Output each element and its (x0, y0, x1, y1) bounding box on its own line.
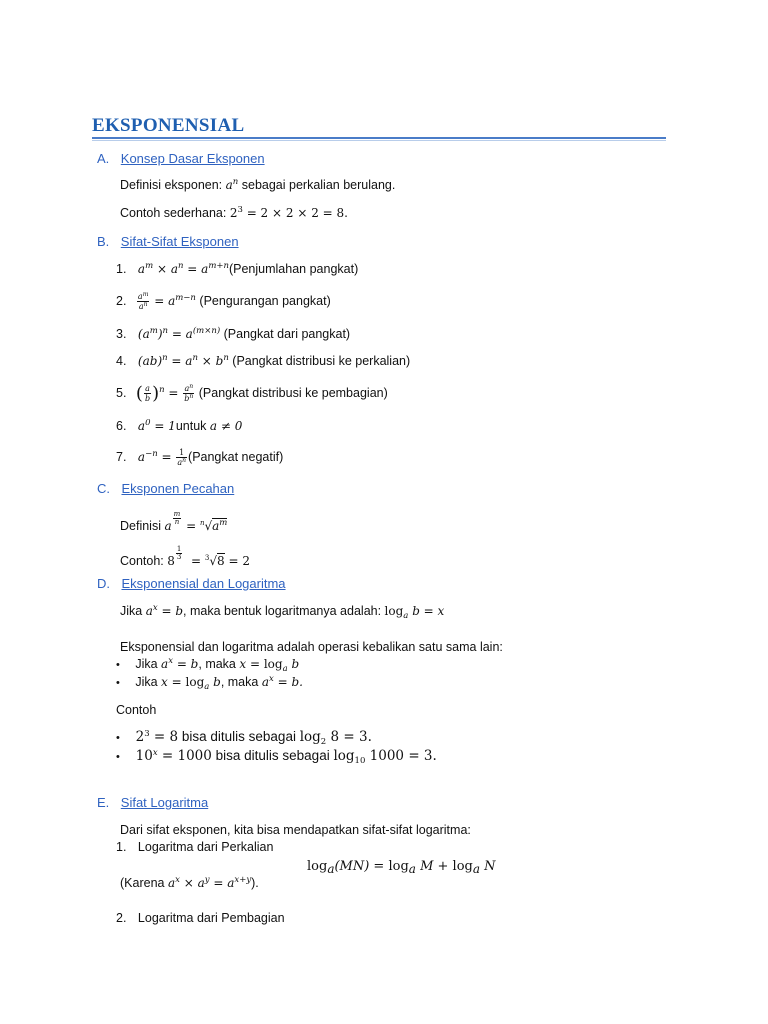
item-note: (Penjumlahan pangkat) (228, 262, 359, 276)
math-formula: $\frac{a^m}{a^n}$ = $a^{m-n}$ (137, 291, 196, 311)
example-label: Contoh sederhana: (120, 206, 230, 220)
item-label: Logaritma dari Pembagian (137, 911, 285, 925)
section-d-title[interactable]: Eksponensial dan Logaritma (121, 576, 286, 591)
math-formula: $(ab)^n = a^n \times b^n$ (137, 353, 229, 368)
section-a-example (120, 206, 348, 220)
section-a-definition (120, 178, 395, 192)
math-formula: $(a^m)^n = a^{(m\times n)}$ (137, 326, 221, 341)
text-karena: (Karena (120, 876, 168, 890)
section-a-heading (97, 151, 265, 166)
math: $x = \log_a b$ (161, 675, 221, 692)
item-number: 6. (116, 419, 127, 433)
math: $\log_{10} 1000 = 3$. (333, 748, 437, 766)
math-log: $\log_a b = x$ (384, 604, 445, 621)
section-d-line2: Eksponensial dan logaritma adalah operasi kebalikan satu sama lain: (120, 640, 503, 654)
math-a-pow-n: $a^n$ (225, 177, 239, 192)
example-bullet-2 (116, 748, 437, 764)
bullet-item-2 (116, 674, 303, 692)
section-c-heading (97, 481, 234, 496)
bullet-icon: • (116, 751, 120, 763)
bullet-icon: • (116, 659, 120, 671)
property-item-3 (116, 327, 350, 341)
section-b-letter: B. (97, 234, 110, 249)
definition-label: Definisi eksponen: (120, 178, 226, 192)
bullet-item-1 (116, 656, 300, 674)
text-jika: Jika (120, 604, 146, 618)
item-note: (Pangkat negatif) (188, 449, 284, 464)
math: $a^x = b$ (161, 656, 199, 671)
page-title: EKSPONENSIAL (92, 115, 245, 136)
math-formula: ( $\frac{a}{b}$ )$^n$ = $\frac{a^n}{b^n}$ (135, 383, 194, 404)
math-formula: a $\frac{m}{n}$ = $^n√a^m$ (164, 510, 228, 533)
item-note: (Pangkat dari pangkat) (223, 327, 351, 341)
property-item-7 (116, 448, 283, 467)
title-underline-light (92, 140, 666, 141)
section-c-example (120, 546, 250, 568)
math-ax-b: $a^x = b$ (145, 603, 184, 618)
example-bullet-1 (116, 729, 372, 745)
item-number: 1. (116, 840, 127, 854)
section-b-title[interactable]: Sifat-Sifat Eksponen (120, 234, 239, 249)
log-product-formula: $\log_a(MN) = \log_a M + \log_a N$ (307, 859, 496, 876)
property-item-5 (116, 383, 388, 404)
item-number: 4. (116, 354, 127, 368)
log-item-2 (116, 911, 285, 925)
math-formula: $a^0 = 1$ (137, 418, 176, 433)
section-b-heading (97, 234, 239, 249)
section-d-letter: D. (97, 576, 110, 591)
section-c-definition (120, 511, 227, 533)
text-mid: , maka bentuk logaritmanya adalah: (183, 604, 385, 618)
section-d-line1 (120, 603, 445, 621)
text-jika: Jika (135, 657, 162, 671)
item-note: untuk (175, 419, 207, 433)
math: $a^x = b$. (261, 674, 303, 689)
item-note: (Pangkat distribusi ke perkalian) (232, 354, 411, 368)
text-close: ). (251, 876, 259, 890)
item-number: 2. (116, 293, 127, 308)
math: $\log_2 8 = 3$. (299, 729, 372, 747)
definition-label: Definisi (120, 519, 165, 533)
title-underline (92, 137, 666, 139)
item-number: 2. (116, 911, 127, 925)
math: $10^x = 1000$ (135, 748, 212, 764)
property-item-6 (116, 419, 242, 433)
bullet-icon: • (116, 677, 120, 689)
math-formula: $a^{-n}$ = $\frac{1}{a^n}$ (137, 448, 187, 467)
item-number: 3. (116, 327, 127, 341)
math: $a^x \times a^y = a^{x+y}$ (167, 875, 252, 890)
item-number: 7. (116, 449, 127, 464)
section-c-title[interactable]: Eksponen Pecahan (121, 481, 235, 496)
log-item-1-reason (120, 876, 259, 890)
math-example: 8 $\frac{1}{3}$ = $^3$√8 = 2 (167, 545, 250, 568)
item-note: (Pangkat distribusi ke pembagian) (198, 385, 388, 400)
text-maka: , maka (220, 675, 262, 689)
section-e-title[interactable]: Sifat Logaritma (120, 795, 209, 810)
math: $2^3 = 8$ (135, 729, 179, 745)
section-a-title[interactable]: Konsep Dasar Eksponen (120, 151, 265, 166)
text-mid: bisa ditulis sebagai (211, 748, 334, 763)
section-a-letter: A. (97, 151, 110, 166)
section-e-heading (97, 795, 208, 810)
section-c-letter: C. (97, 481, 110, 496)
log-item-1 (116, 840, 273, 854)
math-formula: $a^m \times a^n = a^{m+n}$ (137, 261, 229, 276)
section-d-heading (97, 576, 286, 591)
math-condition: a ≠ 0 (209, 419, 243, 433)
text-maka: , maka (198, 657, 240, 671)
item-note: (Pengurangan pangkat) (199, 293, 331, 308)
math: $x = \log_a b$ (239, 657, 300, 674)
text-jika: Jika (135, 675, 162, 689)
math-example: $2^3 = 2 \times 2 \times 2 = 8$. (229, 205, 348, 220)
section-e-letter: E. (97, 795, 110, 810)
property-item-4 (116, 354, 410, 368)
contoh-label: Contoh (116, 703, 157, 717)
item-number: 1. (116, 262, 127, 276)
item-number: 5. (116, 385, 127, 400)
item-label: Logaritma dari Perkalian (137, 840, 274, 854)
property-item-1 (116, 262, 358, 276)
bullet-icon: • (116, 732, 120, 744)
section-e-intro: Dari sifat eksponen, kita bisa mendapatkan sifat-sifat logaritma: (120, 823, 471, 837)
property-item-2 (116, 292, 331, 311)
definition-text: sebagai perkalian berulang. (238, 178, 396, 192)
example-label: Contoh: (120, 554, 168, 568)
text-mid: bisa ditulis sebagai (178, 729, 300, 744)
